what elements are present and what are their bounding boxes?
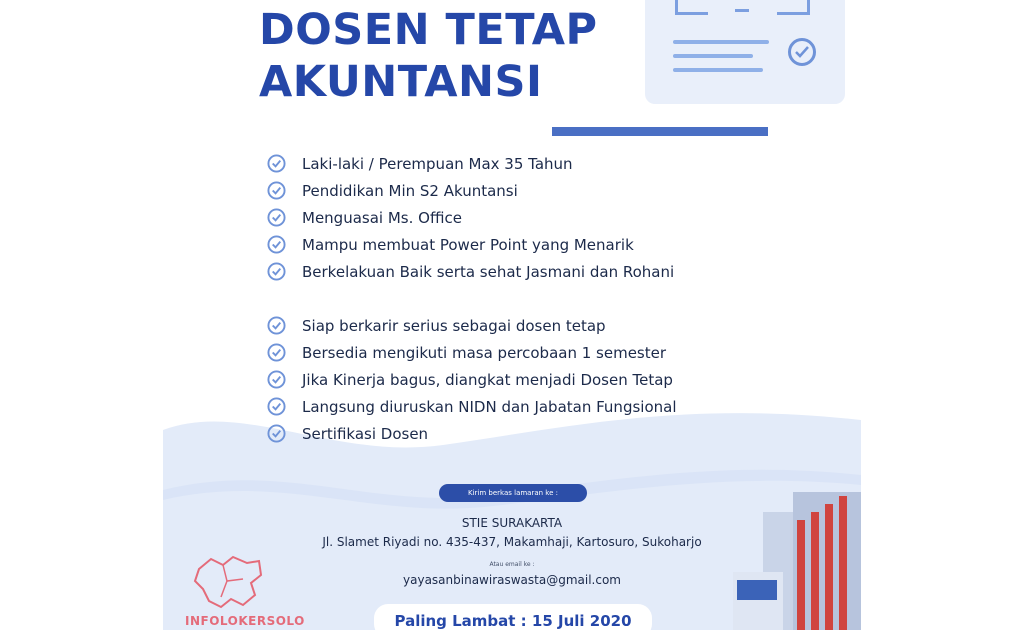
requirement-text: Berkelakuan Baik serta sehat Jasmani dan Rohani: [302, 262, 675, 281]
requirements-list: [267, 150, 677, 447]
benefit-text: Sertifikasi Dosen: [302, 424, 429, 443]
list-item: [267, 177, 677, 204]
accent-bar: [552, 127, 768, 136]
list-item: [267, 393, 677, 420]
requirement-text: Laki-laki / Perempuan Max 35 Tahun: [302, 154, 573, 173]
address-text: Jl. Slamet Riyadi no. 435-437, Makamhaji, Kartosuro, Sukoharjo: [322, 535, 702, 549]
check-circle-icon: [267, 343, 286, 362]
check-circle-icon: [267, 208, 286, 227]
check-circle-icon: [267, 370, 286, 389]
check-circle-icon: [267, 235, 286, 254]
benefit-text: Jika Kinerja bagus, diangkat menjadi Dosen Tetap: [302, 370, 673, 389]
email-label: Atau email ke :: [489, 561, 535, 568]
building-illustration: [723, 482, 861, 630]
organization-name: STIE SURAKARTA: [461, 516, 563, 530]
check-circle-icon: [788, 38, 816, 66]
requirement-text: Menguasai Ms. Office: [302, 208, 462, 227]
document-check-icon: [645, 0, 845, 104]
list-item: [267, 339, 677, 366]
check-circle-icon: [267, 397, 286, 416]
deadline-badge: Paling Lambat : 15 Juli 2020: [374, 604, 652, 630]
requirement-text: Mampu membuat Power Point yang Menarik: [302, 235, 634, 254]
email-address: yayasanbinawiraswasta@gmail.com: [403, 573, 621, 587]
benefit-text: Langsung diuruskan NIDN dan Jabatan Fungsional: [302, 397, 677, 416]
map-outline-icon: [193, 553, 265, 611]
check-circle-icon: [267, 154, 286, 173]
list-item: [267, 231, 677, 258]
check-circle-icon: [267, 181, 286, 200]
list-item: [267, 312, 677, 339]
list-item: [267, 258, 677, 285]
title-line-1: DOSEN TETAP: [259, 5, 598, 55]
benefit-text: Siap berkarir serius sebagai dosen tetap: [302, 316, 606, 335]
send-label-badge: Kirim berkas lamaran ke :: [439, 484, 587, 502]
job-poster: [163, 0, 861, 630]
benefit-text: Bersedia mengikuti masa percobaan 1 semester: [302, 343, 667, 362]
list-item: [267, 366, 677, 393]
check-circle-icon: [267, 424, 286, 443]
list-item: [267, 204, 677, 231]
list-item: [267, 420, 677, 447]
check-circle-icon: [267, 316, 286, 335]
check-circle-icon: [267, 262, 286, 281]
watermark-logo-text: INFOLOKERSOLO: [185, 614, 305, 628]
list-item: [267, 150, 677, 177]
title-line-2: AKUNTANSI: [259, 57, 543, 107]
page-title: [259, 4, 598, 108]
requirement-text: Pendidikan Min S2 Akuntansi: [302, 181, 518, 200]
